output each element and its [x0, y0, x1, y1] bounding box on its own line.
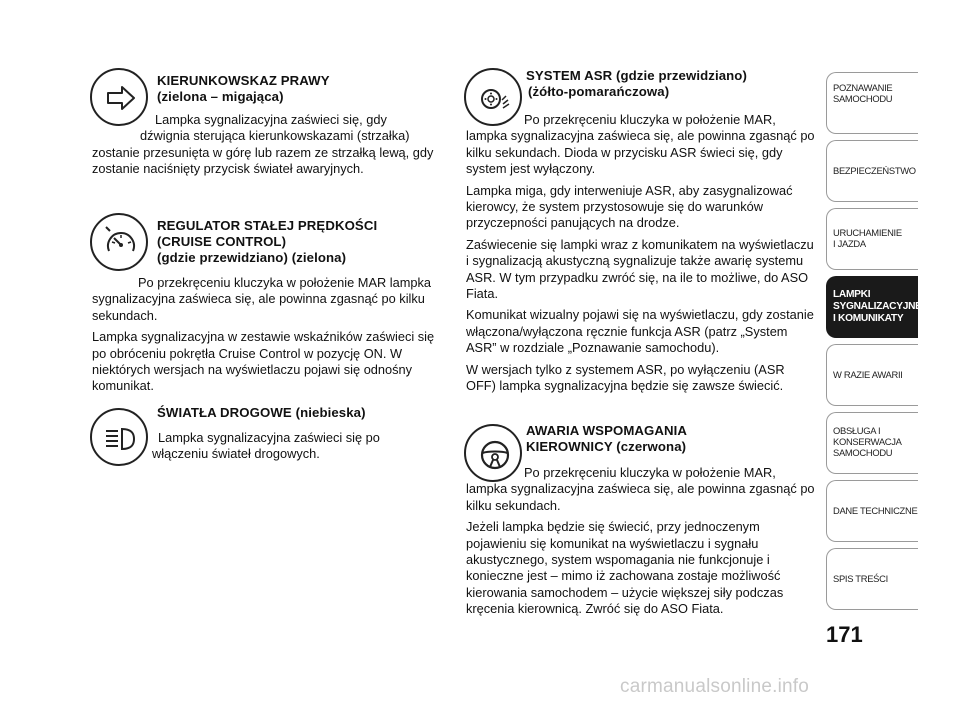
tab-label-line1: POZNAWANIE — [833, 82, 893, 93]
tab-label-line2: SAMOCHODU — [833, 93, 893, 104]
asr-paragraph2: Lampka miga, gdy interweniuje ASR, aby zasygnalizować kierowcy, że system przystosowuje się do warunków przyczepności panujących na drodze. — [466, 182, 793, 231]
tab-poznawanie-samochodu[interactable] — [826, 72, 918, 134]
tab-label-line1: LAMPKI — [833, 289, 871, 300]
tab-bezpieczenstwo[interactable] — [826, 140, 918, 202]
turn-signal-text-rest: dźwignia sterująca kierunkowskazami (strzałka) zostanie przesunięta w górę lub razem ze strzałką lewą, gdy zostanie naciśnięty przycisk świateł awaryjnych. — [92, 128, 434, 177]
page-number: 171 — [826, 622, 863, 647]
asr-paragraph5: W wersjach tylko z systemem ASR, po wyłączeniu (ASR OFF) lampka sygnalizacyjna będzie się zawsze świecić. — [466, 361, 785, 394]
tab-label-line1: OBSŁUGA I — [833, 425, 881, 436]
asr-title-line1: SYSTEM ASR (gdzie przewidziano) — [526, 68, 747, 83]
tab-label-line2: I JAZDA — [833, 238, 866, 249]
tab-lampki-sygnalizacyjne[interactable] — [826, 276, 922, 338]
cruise-control-icon-circle — [90, 213, 148, 271]
steering-title-line1: AWARIA WSPOMAGANIA — [526, 423, 688, 438]
asr-paragraph4: Komunikat wizualny pojawi się na wyświetlaczu, gdy zostanie włączona/wyłączona ręcznie funkcja ASR (patrz „System ASR” w rozdziale „Poznawanie samochodu). — [466, 307, 814, 356]
asr-text — [466, 112, 816, 400]
cruise-control-title-line1: REGULATOR STAŁEJ PRĘDKOŚCI — [157, 218, 378, 233]
tab-label-line1: W RAZIE AWARII — [833, 369, 903, 380]
cruise-control-title-line2: (CRUISE CONTROL) — [157, 234, 287, 249]
high-beam-icon — [92, 410, 150, 468]
asr-title — [526, 68, 747, 100]
watermark: carmanualsonline.info — [620, 676, 810, 697]
cruise-control-title-line3: (gdzie przewidziano) (zielona) — [157, 250, 347, 265]
cruise-control-title — [157, 218, 377, 266]
tab-label-line2: SYGNALIZACYJNE — [833, 301, 922, 312]
high-beam-title-main: ŚWIATŁA DROGOWE — [157, 405, 292, 420]
steering-title-line2: KIEROWNICY (czerwona) — [526, 439, 687, 454]
turn-signal-title-line2: (zielona – migająca) — [157, 89, 284, 104]
tab-label-line2: KONSERWACJA — [833, 436, 902, 447]
high-beam-text — [152, 430, 392, 463]
steering-title — [526, 423, 687, 455]
asr-paragraph3: Zaświecenie się lampki wraz z komunikatem na wyświetlaczu i sygnalizacją akustyczną sygnalizuje także awarię systemu ASR. W tym przypadku zwróć się, na ile to możliwe, do ASO Fiata. — [466, 236, 814, 302]
tab-label-line1: DANE TECHNICZNE — [833, 505, 918, 516]
tab-label-line1: URUCHAMIENIE — [833, 227, 902, 238]
high-beam-title — [157, 405, 366, 421]
tab-spis-tresci[interactable] — [826, 548, 918, 610]
tab-w-razie-awarii[interactable] — [826, 344, 918, 406]
tab-label-line1: BEZPIECZEŃSTWO — [833, 165, 916, 176]
high-beam-paragraph: Lampka sygnalizacyjna zaświeci się po włączeniu świateł drogowych. — [152, 430, 380, 462]
turn-signal-text — [92, 112, 444, 178]
steering-paragraph1: Po przekręceniu kluczyka w położenie MAR, lampka sygnalizacyjna zaświeca się, ale powinna zgasnąć po kilku sekundach. — [466, 465, 815, 513]
turn-signal-text-line1: Lampka sygnalizacyjna zaświeci się, gdy — [155, 112, 387, 127]
high-beam-title-suffix: (niebieska) — [295, 405, 366, 420]
tab-label-line3: SAMOCHODU — [833, 447, 893, 458]
tab-label-line3: I KOMUNIKATY — [833, 313, 904, 324]
steering-paragraph2: Jeżeli lampka będzie się świecić, przy jednoczenym pojawieniu się komunikat na wyświetlaczu i sygnału akustycznego, system wspomagania nie funkcjonuje i konieczne jest – mimo iż zachowana zostaje możliwość kierowania samochodem – użycie większej siły podczas kręcenia kierownicą. Zwróć się do ASO Fiata. — [466, 519, 784, 617]
high-beam-icon-circle — [90, 408, 148, 466]
tab-obsluga-i-konserwacja[interactable] — [826, 412, 918, 474]
tab-label-line1: SPIS TREŚCI — [833, 573, 888, 584]
turn-signal-title-line1: KIERUNKOWSKAZ PRAWY — [157, 73, 330, 88]
tab-uruchamienie-i-jazda[interactable] — [826, 208, 918, 270]
tab-dane-techniczne[interactable] — [826, 480, 918, 542]
cruise-control-paragraph1: Po przekręceniu kluczyka w położenie MAR lampka sygnalizacyjna zaświeca się, ale powinna zgasnąć po kilku sekundach. — [92, 275, 432, 323]
turn-signal-title — [157, 73, 330, 105]
asr-paragraph1: Po przekręceniu kluczyka w położenie MAR, lampka sygnalizacyjna zaświeca się, ale powinna zgasnąć po kilku sekundach. Dioda w przycisku ASR świeci się, gdy system jest wyłączony. — [466, 112, 815, 177]
speedometer-icon — [92, 215, 150, 273]
cruise-control-paragraph2: Lampka sygnalizacyjna w zestawie wskaźników zaświeci się po obróceniu pokrętła Cruise Control w pozycję ON. W niektórych wersjach na wyświetlaczu pojawi się odnośny komunikat. — [92, 329, 435, 394]
asr-title-line2: (żółto-pomarańczowa) — [528, 84, 670, 99]
cruise-control-text — [92, 275, 444, 400]
steering-text — [466, 465, 816, 623]
